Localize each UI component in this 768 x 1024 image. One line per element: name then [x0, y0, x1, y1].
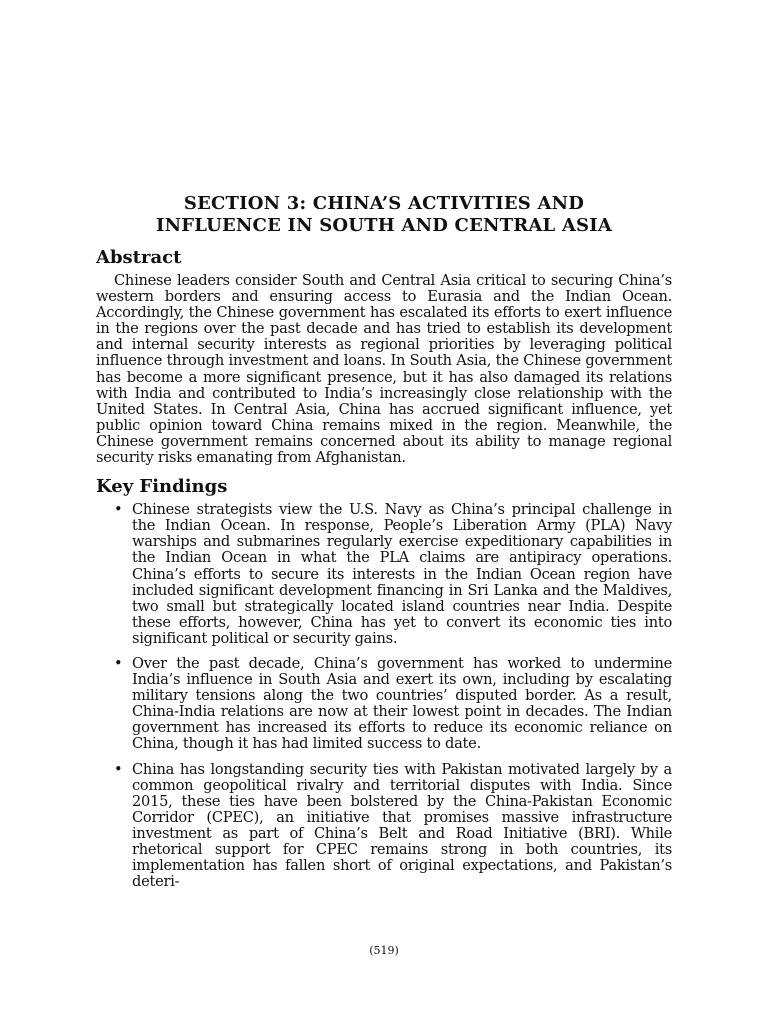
key-finding-item — [96, 502, 672, 647]
key-findings-list — [96, 502, 672, 890]
key-finding-text: Over the past decade, China’s government has worked to undermine India’s influence in South Asia and exert its own, including by escalating military tensions along the two countries’ disputed border. As a result, China-India relations are now at their lowest point in decades. The Indian government has increased its efforts to reduce its economic reliance on China, though it has had limited success to date. — [132, 654, 672, 753]
bullet-icon: • — [114, 760, 123, 778]
section-title — [96, 193, 672, 237]
key-finding-text: China has longstanding security ties with Pakistan motivated largely by a common geopolitical rivalry and territorial disputes with India. Since 2015, these ties have been bolstered by the China-Pakistan Economic Corridor (CPEC), an initiative that promises massive infrastructure investment as part of China’s Belt and Road Initiative (BRI). While rhetorical support for CPEC remains strong in both countries, its implementation has fallen short of original expectations, and Pakistan’s deteri- — [132, 760, 672, 891]
page-number: (519) — [369, 944, 399, 957]
section-title-line-1: SECTION 3: CHINA’S ACTIVITIES AND — [183, 193, 585, 214]
abstract-heading: Abstract — [96, 247, 182, 268]
section-title-line-2: INFLUENCE IN SOUTH AND CENTRAL ASIA — [155, 215, 613, 236]
document-page — [96, 193, 672, 899]
key-finding-item — [96, 762, 672, 891]
key-findings-heading: Key Findings — [96, 476, 228, 498]
abstract-paragraph: Chinese leaders consider South and Central Asia critical to securing China’s western borders and ensuring access to Eurasia and the Indian Ocean. Accordingly, the Chinese government has escalated its efforts to exert influence in the regions over the past decade and has tried to establish its development and internal security interests as regional priorities by leveraging political influence through investment and loans. In South Asia, the Chinese government has become a more significant presence, but it has also damaged its relations with India and contributed to India’s increasingly close relationship with the United States. In Central Asia, China has accrued significant influence, yet public opinion toward China remains mixed in the region. Meanwhile, the Chinese government remains concerned about its ability to manage regional security risks emanating from Afghanistan. — [96, 272, 672, 467]
bullet-icon: • — [114, 654, 123, 672]
key-finding-text: Chinese strategists view the U.S. Navy as China’s principal challenge in the Indian Ocean. In response, People’s Liberation Army (PLA) Navy warships and submarines regularly exercise expeditionary capabilities in the Indian Ocean in what the PLA claims are antipiracy operations. China’s efforts to secure its interests in the Indian Ocean region have included significant development financing in Sri Lanka and the Maldives, two small but strategically located island countries near India. Despite these efforts, however, China has yet to convert its economic ties into significant political or security gains. — [132, 501, 672, 647]
key-finding-item — [96, 656, 672, 753]
bullet-icon: • — [114, 501, 123, 519]
